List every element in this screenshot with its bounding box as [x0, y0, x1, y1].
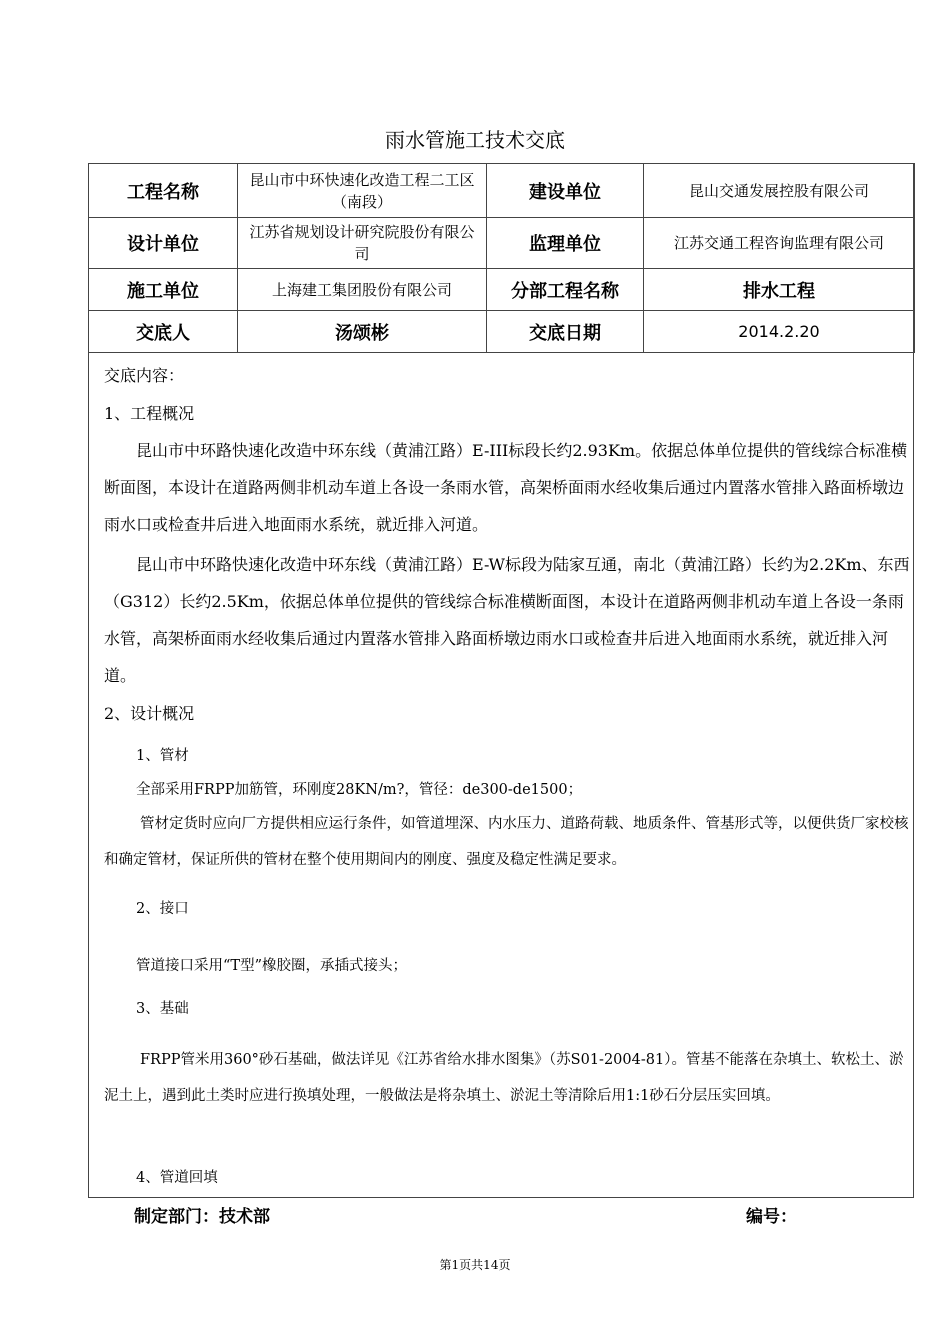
- section2-title: 2、设计概况: [104, 704, 195, 723]
- design-value: 江苏省规划设计研究院股份有限公司: [238, 218, 487, 269]
- briefer-label: 交底人: [89, 311, 238, 353]
- project-name-value: 昆山市中环快速化改造工程二工区（南段）: [238, 164, 487, 218]
- content-intro: 交底内容：: [104, 366, 185, 385]
- footer-department: 制定部门：技术部: [134, 1207, 270, 1227]
- briefer-value: 汤颂彬: [238, 311, 487, 353]
- header-table: [88, 163, 915, 353]
- section1-paragraph-2: 昆山市中环路快速化改造中环东线（黄浦江路）E-W标段为陆家互通，南北（黄浦江路）长约为2.2Km、东西（G312）长约2.5Km，依据总体单位提供的管线综合标准横断面图，本设计在道路两侧非机动车道上各设一条雨水管，高架桥面雨水经收集后通过内置落水管排入路面桥墩边雨水口或检查井后进入地面雨水系统，就近排入河道。: [104, 555, 910, 685]
- sub-project-label: 分部工程名称: [487, 269, 644, 311]
- sub3-title: 3、基础: [136, 1001, 189, 1017]
- footer-number-label: 编号：: [746, 1207, 797, 1227]
- builder-label: 建设单位: [487, 164, 644, 218]
- page-number: 第1页共14页: [439, 1258, 511, 1272]
- builder-value: 昆山交通发展控股有限公司: [644, 164, 915, 218]
- supervision-value: 江苏交通工程咨询监理有限公司: [644, 218, 915, 269]
- supervision-label: 监理单位: [487, 218, 644, 269]
- document-title: 雨水管施工技术交底: [385, 128, 565, 152]
- construction-label: 施工单位: [89, 269, 238, 311]
- section1-paragraph-1: 昆山市中环路快速化改造中环东线（黄浦江路）E-III标段长约2.93Km。依据总体单位提供的管线综合标准横断面图，本设计在道路两侧非机动车道上各设一条雨水管，高架桥面雨水经收集后通过内置落水管排入路面桥墩边雨水口或检查井后进入地面雨水系统，就近排入河道。: [104, 441, 908, 534]
- sub2-title: 2、接口: [136, 901, 189, 917]
- project-name-label: 工程名称: [89, 164, 238, 218]
- sub3-paragraph: FRPP管米用360°砂石基础，做法详见《江苏省给水排水图集》（苏S01-2004-81）。管基不能落在杂填土、软松土、淤泥土上，遇到此土类时应进行换填处理，一般做法是将杂填土、淤泥土等清除后用1:1砂石分层压实回填。: [104, 1052, 904, 1104]
- sub2-line: 管道接口采用“T型”橡胶圈，承插式接头；: [136, 958, 407, 974]
- sub1-paragraph: 管材定货时应向厂方提供相应运行条件，如管道埋深、内水压力、道路荷载、地质条件、管基形式等，以便供货厂家校核和确定管材，保证所供的管材在整个使用期间内的刚度、强度及稳定性满足要求。: [104, 816, 909, 868]
- design-label: 设计单位: [89, 218, 238, 269]
- date-label: 交底日期: [487, 311, 644, 353]
- section1-title: 1、工程概况: [104, 404, 195, 423]
- sub1-line: 全部采用FRPP加筋管，环刚度28KN/m?，管径：de300-de1500；: [136, 782, 583, 798]
- construction-value: 上海建工集团股份有限公司: [238, 269, 487, 311]
- sub1-title: 1、管材: [136, 748, 189, 764]
- date-value: 2014.2.20: [644, 311, 915, 353]
- sub-project-value: 排水工程: [644, 269, 915, 311]
- sub4-title: 4、管道回填: [136, 1170, 218, 1186]
